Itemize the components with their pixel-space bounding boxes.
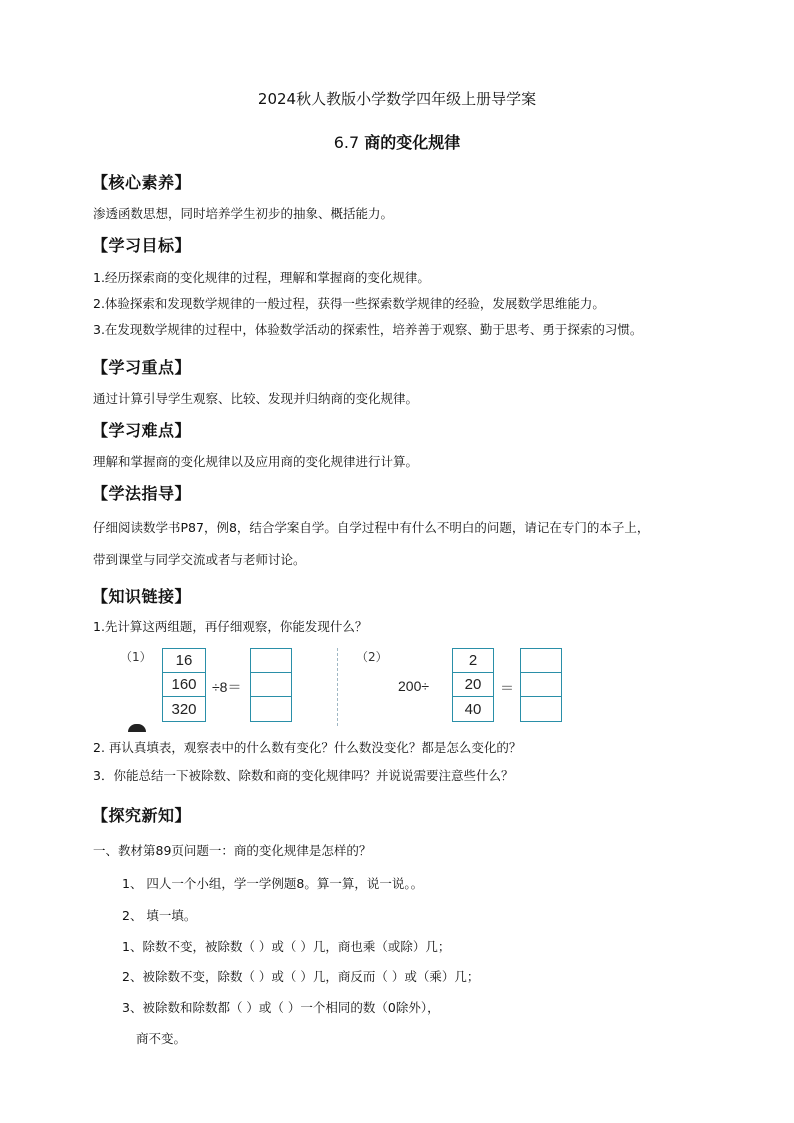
answer-blank[interactable]	[521, 649, 561, 673]
core-text: 渗透函数思想，同时培养学生初步的抽象、概括能力。	[93, 206, 394, 221]
divisor-cell: 2	[453, 649, 493, 673]
link-question-3: 3．你能总结一下被除数、除数和商的变化规律吗？并说说需要注意些什么？	[93, 768, 514, 783]
goal-item: 2.体验探索和发现数学规律的一般过程，获得一些探索数学规律的经验，发展数学思维能力。	[93, 296, 605, 311]
lesson-number: 6.7	[333, 133, 360, 152]
explore-step: 3、被除数和除数都（ ）或（ ）一个相同的数（0除外），	[122, 1000, 440, 1015]
dividend-cell: 160	[163, 673, 205, 697]
explore-step: 1、 四人一个小组，学一学例题8。算一算，说一说。。	[122, 876, 424, 891]
method-line: 带到课堂与同学交流或者与老师讨论。	[93, 552, 306, 567]
answer-blank[interactable]	[251, 649, 291, 673]
lesson-title	[0, 130, 794, 153]
group2-equals: ＝	[500, 680, 514, 696]
answer-blank[interactable]	[251, 673, 291, 697]
method-line: 仔细阅读数学书P87，例8，结合学案自学。自学过程中有什么不明白的问题，请记在专门的本子上，	[93, 520, 650, 535]
group2-answer-column	[520, 648, 562, 722]
answer-blank[interactable]	[521, 697, 561, 721]
heading-explore: 【探究新知】	[92, 806, 192, 825]
group2-label: （2）	[356, 650, 388, 664]
dashed-divider	[337, 648, 338, 726]
group1-answer-column	[250, 648, 292, 722]
heading-method: 【学法指导】	[92, 484, 192, 503]
heading-core: 【核心素养】	[92, 173, 192, 192]
link-question-2: 2. 再认真填表，观察表中的什么数有变化？什么数没变化？都是怎么变化的？	[93, 740, 522, 755]
goal-item: 1.经历探索商的变化规律的过程，理解和掌握商的变化规律。	[93, 270, 430, 285]
divisor-cell: 40	[464, 700, 482, 718]
explore-step: 商不变。	[136, 1031, 187, 1046]
key-text: 通过计算引导学生观察、比较、发现并归纳商的变化规律。	[93, 391, 419, 406]
heading-goals: 【学习目标】	[92, 236, 192, 255]
goal-item: 3.在发现数学规律的过程中，体验数学活动的探索性，培养善于观察、勤于思考、勇于探索的习惯。	[93, 322, 643, 337]
group1-label: （1）	[120, 650, 152, 664]
heading-difficulty: 【学习难点】	[92, 421, 192, 440]
group1-dividend-column	[162, 648, 206, 722]
heading-key: 【学习重点】	[92, 358, 192, 377]
answer-blank[interactable]	[251, 697, 291, 721]
dividend-cell: 320	[171, 700, 197, 718]
link-question-1: 1.先计算这两组题，再仔细观察，你能发现什么？	[93, 619, 368, 634]
group1-operator: ÷8＝	[212, 679, 242, 695]
explore-intro: 一、教材第89页问题一：商的变化规律是怎样的？	[93, 843, 372, 858]
difficulty-text: 理解和掌握商的变化规律以及应用商的变化规律进行计算。	[93, 454, 419, 469]
lesson-name: 商的变化规律	[364, 133, 461, 152]
explore-step: 1、除数不变，被除数（ ）或（ ）几，商也乘（或除）几；	[122, 939, 451, 954]
document-title: 2024秋人教版小学数学四年级上册导学案	[257, 90, 537, 108]
explore-step: 2、被除数不变，除数（ ）或（ ）几，商反而（ ）或（乘）几；	[122, 969, 480, 984]
decorative-mark	[128, 724, 146, 732]
explore-step: 2、 填一填。	[122, 908, 197, 923]
answer-blank[interactable]	[521, 673, 561, 697]
divisor-cell: 20	[453, 673, 493, 697]
group2-divisor-column	[452, 648, 494, 722]
dividend-cell: 16	[163, 649, 205, 673]
heading-link: 【知识链接】	[92, 587, 192, 606]
calculation-figure	[110, 644, 570, 728]
group2-prefix: 200÷	[398, 678, 430, 694]
